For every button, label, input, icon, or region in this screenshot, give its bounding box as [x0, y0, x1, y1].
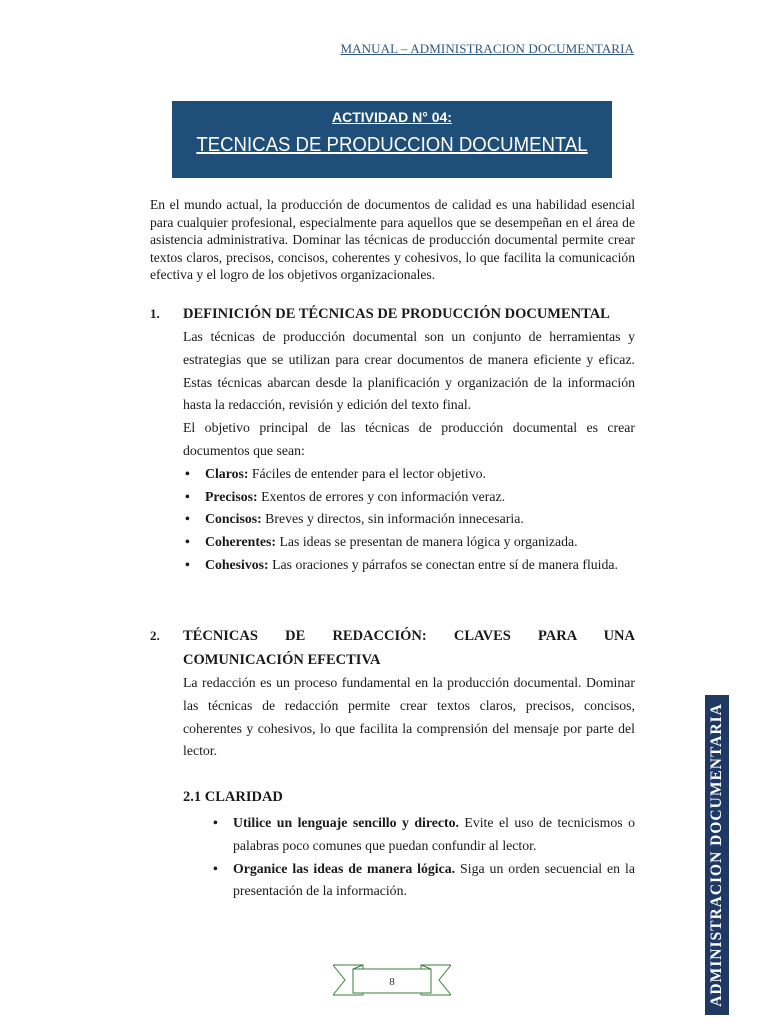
side-tab-label: ADMINISTRACION DOCUMENTARIA — [708, 703, 725, 1007]
list-item — [183, 508, 635, 531]
list-item — [183, 486, 635, 509]
bullet-desc: Las ideas se presentan de manera lógica y organizada. — [276, 534, 578, 550]
section-2-heading — [150, 624, 635, 672]
page-number-ribbon — [333, 961, 451, 1001]
bullet-desc: Breves y directos, sin información innecesaria. — [261, 511, 524, 527]
subsection-2-1-heading: 2.1 CLARIDAD — [183, 789, 283, 805]
list-item — [183, 554, 635, 577]
section-1-title: DEFINICIÓN DE TÉCNICAS DE PRODUCCIÓN DOCUMENTAL — [183, 306, 610, 322]
running-header: MANUAL – ADMINISTRACION DOCUMENTARIA — [340, 41, 634, 56]
section-2-title: TÉCNICAS DE REDACCIÓN: CLAVES PARA UNA COMUNICACIÓN EFECTIVA — [183, 628, 635, 668]
list-item — [211, 858, 635, 904]
bullet-term: Utilice un lenguaje sencillo y directo. — [233, 815, 459, 830]
bullet-term: Organice las ideas de manera lógica. — [233, 860, 456, 876]
activity-number: ACTIVIDAD N° 04: — [332, 109, 452, 125]
bullet-term: Claros: — [205, 465, 249, 481]
bullet-term: Cohesivos: — [205, 556, 269, 572]
section-2-paragraph-1: La redacción es un proceso fundamental en la producción documental. Dominar las técnicas de redacción permite crear textos claros, precisos, concisos, coherentes y cohesivos, lo que facilita la comprensión del mensaje por parte del lector. — [183, 675, 635, 759]
list-item — [183, 463, 635, 486]
section-2-number: 2. — [150, 628, 160, 643]
section-2 — [150, 624, 635, 763]
subsection-2-1-bullet-list — [211, 812, 635, 903]
bullet-term: Concisos: — [205, 511, 262, 527]
section-1-number: 1. — [150, 306, 160, 321]
activity-title: TECNICAS DE PRODUCCION DOCUMENTAL — [196, 134, 588, 156]
list-item — [211, 812, 635, 858]
list-item — [183, 531, 635, 554]
section-1-bullet-list — [183, 463, 635, 577]
section-1 — [150, 302, 635, 577]
bullet-term: Coherentes: — [205, 534, 277, 550]
side-tab — [705, 695, 729, 1015]
bullet-desc: Siga un orden secuencial en la presentación de la información. — [233, 860, 635, 899]
activity-title-box — [172, 101, 612, 178]
bullet-desc: Evite el uso de tecnicismos o palabras poco comunes que puedan confundir al lector. — [233, 815, 635, 853]
section-1-paragraph-1: Las técnicas de producción documental son un conjunto de herramientas y estrategias que se utilizan para crear documentos de manera eficiente y eficaz. Estas técnicas abarcan desde la planificación y organización de la información hasta la redacción, revisión y edición del texto final. — [183, 329, 635, 413]
bullet-term: Precisos: — [205, 488, 258, 504]
section-1-paragraph-2: El objetivo principal de las técnicas de producción documental es crear documentos que sean: — [183, 420, 635, 458]
bullet-desc: Fáciles de entender para el lector objetivo. — [248, 465, 486, 481]
bullet-desc: Las oraciones y párrafos se conectan entre sí de manera fluida. — [268, 556, 618, 572]
section-1-heading — [150, 302, 635, 326]
page-number: 8 — [389, 976, 395, 988]
bullet-desc: Exentos de errores y con información veraz. — [257, 488, 506, 504]
intro-paragraph: En el mundo actual, la producción de documentos de calidad es una habilidad esencial para cualquier profesional, especialmente para aquellos que se desempeñan en el área de asistencia administrativa. Dominar las técnicas de producción documental permite crear textos claros, precisos, concisos, coherentes y cohesivos, lo que facilita la comunicación efectiva y el logro de los objetivos organizacionales. — [150, 197, 635, 283]
